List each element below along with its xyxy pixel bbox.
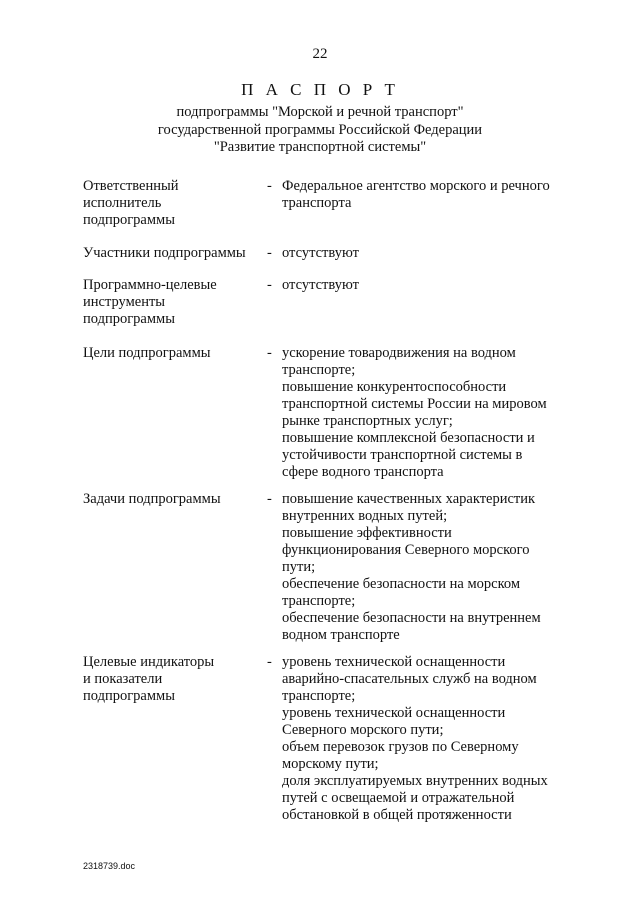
row-value-line: рынке транспортных услуг;	[282, 413, 453, 429]
row-value-line: повышение комплексной безопасности и	[282, 430, 535, 446]
row-value-line: обеспечение безопасности на внутреннем	[282, 610, 541, 626]
row-label-line: подпрограммы	[83, 688, 175, 704]
row-label	[83, 654, 263, 705]
row-value-line: Северного морского пути;	[282, 722, 444, 738]
row-value	[282, 178, 582, 212]
row-dash: -	[267, 245, 272, 261]
row-label-line: Программно-целевые	[83, 277, 217, 293]
row-label-line: инструменты	[83, 294, 166, 310]
row-label	[83, 277, 263, 328]
row-value-line: устойчивости транспортной системы в	[282, 447, 523, 463]
row-value	[282, 654, 582, 824]
document-subtitle	[0, 104, 640, 157]
row-value-line: внутренних водных путей;	[282, 508, 448, 524]
row-label	[83, 245, 263, 262]
row-label-line: Целевые индикаторы	[83, 654, 215, 670]
row-value-line: повышение качественных характеристик	[282, 491, 536, 507]
row-dash: -	[267, 491, 272, 507]
row-dash: -	[267, 277, 272, 293]
row-value-line: Федеральное агентство морского и речного	[282, 178, 550, 194]
row-value-line: пути;	[282, 559, 316, 575]
row-label-line: и показатели	[83, 671, 163, 687]
row-value-line: транспорте;	[282, 593, 356, 609]
row-value-line: обстановкой в общей протяженности	[282, 807, 512, 823]
row-label-line: подпрограммы	[83, 212, 175, 228]
row-label-line: исполнитель	[83, 195, 162, 211]
document-title: П А С П О Р Т	[241, 80, 399, 99]
row-value-line: отсутствуют	[282, 245, 359, 261]
row-value-line: транспорте;	[282, 362, 356, 378]
row-value-line: уровень технической оснащенности	[282, 705, 506, 721]
row-value	[282, 277, 582, 294]
subtitle-line: государственной программы Российской Федерации	[157, 121, 483, 138]
row-label-line: подпрограммы	[83, 311, 175, 327]
row-dash: -	[267, 654, 272, 670]
row-label-line: Цели подпрограммы	[83, 345, 211, 361]
row-value	[282, 491, 582, 644]
row-value-line: транспорта	[282, 195, 352, 211]
row-value-line: функционирования Северного морского	[282, 542, 530, 558]
row-label	[83, 491, 263, 508]
row-label-line: Задачи подпрограммы	[83, 491, 221, 507]
row-label	[83, 345, 263, 362]
subtitle-line: подпрограммы "Морской и речной транспорт"	[176, 104, 464, 120]
row-value-line: отсутствуют	[282, 277, 359, 293]
page-number: 22	[312, 46, 328, 62]
row-value-line: ускорение товародвижения на водном	[282, 345, 516, 361]
row-value-line: обеспечение безопасности на морском	[282, 576, 521, 592]
row-value-line: аварийно-спасательных служб на водном	[282, 671, 537, 687]
file-name-footer: 2318739.doc	[83, 861, 136, 871]
row-value-line: транспорте;	[282, 688, 356, 704]
row-dash: -	[267, 345, 272, 361]
row-value-line: сфере водного транспорта	[282, 464, 444, 480]
row-value	[282, 245, 582, 262]
row-dash: -	[267, 178, 272, 194]
row-value	[282, 345, 582, 481]
row-value-line: доля эксплуатируемых внутренних водных	[282, 773, 548, 789]
row-value-line: транспортной системы России на мировом	[282, 396, 547, 412]
row-value-line: повышение конкурентоспособности	[282, 379, 507, 395]
row-label-line: Участники подпрограммы	[83, 245, 246, 261]
row-value-line: водном транспорте	[282, 627, 400, 643]
row-value-line: путей с освещаемой и отражательной	[282, 790, 515, 806]
row-value-line: уровень технической оснащенности	[282, 654, 506, 670]
subtitle-line: "Развитие транспортной системы"	[213, 139, 427, 155]
row-value-line: повышение эффективности	[282, 525, 452, 541]
row-value-line: объем перевозок грузов по Северному	[282, 739, 519, 755]
row-label-line: Ответственный	[83, 178, 179, 194]
row-value-line: морскому пути;	[282, 756, 379, 772]
row-label	[83, 178, 263, 229]
